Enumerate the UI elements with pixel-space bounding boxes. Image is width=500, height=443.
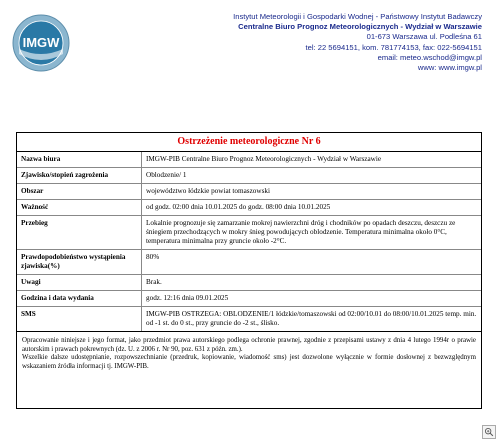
- table-row: [17, 200, 481, 216]
- row-label: Uwagi: [17, 275, 142, 291]
- warning-table: [17, 152, 481, 332]
- row-label: Nazwa biura: [17, 152, 142, 168]
- table-row: [17, 307, 481, 332]
- copyright-paragraph: Opracowanie niniejsze i jego format, jako przedmiot prawa autorskiego podlega ochronie prawnej, zgodnie z przepisami ustawy z dnia 4 lutego 1994r o prawie autorskim i prawach pokrewnych (dz. U. z 2006 r. Nr 90, poz. 631 z późn. zm.).: [22, 337, 476, 353]
- row-label: Ważność: [17, 200, 142, 216]
- row-value: IMGW-PIB OSTRZEGA: OBLODZENIE/1 łódzkie/tomaszowski od 02:00/10.01 do 08:00/10.01.2025 temp. min. od -1 st. do 0 st., przy gruncie do -2 st., ślisko.: [142, 307, 482, 332]
- row-value: województwo łódzkie powiat tomaszowski: [142, 184, 482, 200]
- row-value: IMGW-PIB Centralne Biuro Prognoz Meteorologicznych - Wydział w Warszawie: [142, 152, 482, 168]
- row-value: Oblodzenie/ 1: [142, 168, 482, 184]
- table-row: [17, 168, 481, 184]
- copyright-notice: [17, 332, 481, 371]
- phone-fax: tel: 22 5694151, kom. 781774153, fax: 022-5694151: [305, 42, 482, 52]
- row-value: Lokalnie prognozuje się zamarzanie mokrej nawierzchni dróg i chodników po opadach deszczu, deszczu ze śniegiem przechodzących w mokry śnieg powodujących oblodzenie. Temperatura minimalna około 0°C, temperatura minimalna przy gruncie około -2°C.: [142, 216, 482, 250]
- warning-card: [16, 132, 482, 409]
- logo-text: IMGW: [22, 35, 60, 50]
- table-row: [17, 275, 481, 291]
- website: www: www.imgw.pl: [417, 63, 482, 73]
- table-row: [17, 291, 481, 307]
- row-label: Prawdopodobieństwo wystąpienia zjawiska(%): [17, 250, 142, 275]
- table-row: [17, 152, 481, 168]
- row-value: godz. 12:16 dnia 09.01.2025: [142, 291, 482, 307]
- row-value: od godz. 02:00 dnia 10.01.2025 do godz. 08:00 dnia 10.01.2025: [142, 200, 482, 216]
- table-row: [17, 184, 481, 200]
- imgw-logo: [12, 14, 70, 72]
- office-name: Centralne Biuro Prognoz Meteorologicznych - Wydział w Warszawie: [238, 22, 482, 32]
- warning-title: Ostrzeżenie meteorologiczne Nr 6: [17, 133, 481, 152]
- row-label: Obszar: [17, 184, 142, 200]
- email: email: meteo.wschod@imgw.pl: [377, 52, 482, 62]
- row-value: 80%: [142, 250, 482, 275]
- magnifier-plus-icon[interactable]: [482, 425, 496, 439]
- row-value: Brak.: [142, 275, 482, 291]
- row-label: Zjawisko/stopień zagrożenia: [17, 168, 142, 184]
- address: 01-673 Warszawa ul. Podleśna 61: [366, 32, 482, 42]
- row-label: Godzina i data wydania: [17, 291, 142, 307]
- row-label: SMS: [17, 307, 142, 332]
- table-row: [17, 250, 481, 275]
- row-label: Przebieg: [17, 216, 142, 250]
- redistribution-paragraph: Wszelkie dalsze udostępnianie, rozpowszechnianie (przedruk, kopiowanie, wiadomość sms) jest dozwolone wyłącznie w formie dosłownej z bezwzględnym wskazaniem źródła informacji tj. IMGW-PIB.: [22, 354, 476, 370]
- table-row: [17, 216, 481, 250]
- institution-header: [152, 12, 482, 73]
- institution-name: Instytut Meteorologii i Gospodarki Wodnej - Państwowy Instytut Badawczy: [233, 12, 482, 21]
